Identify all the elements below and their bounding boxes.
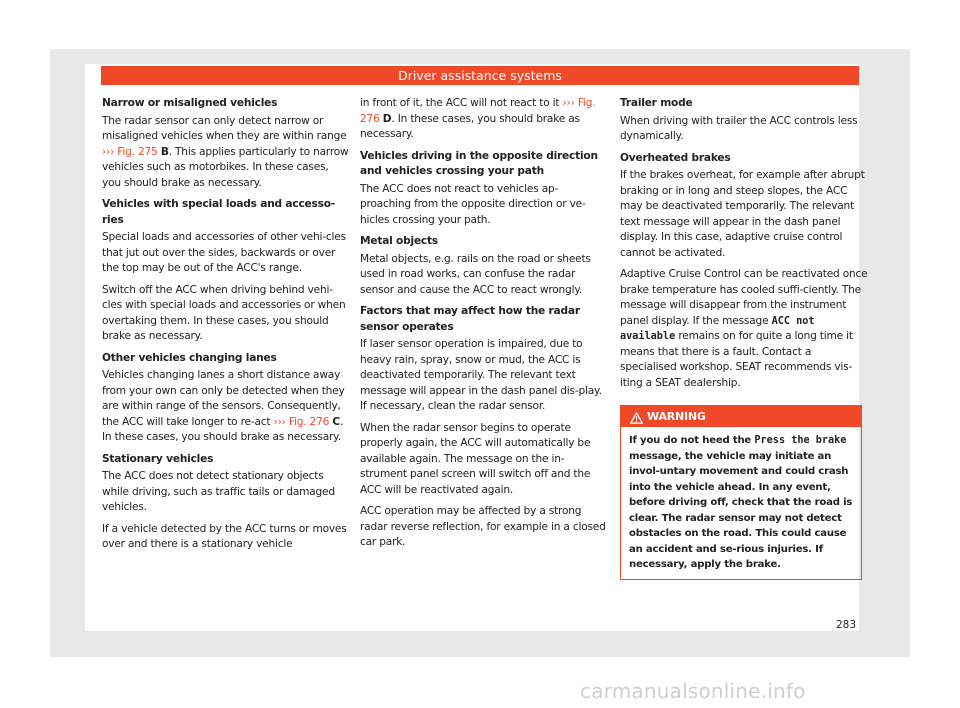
- paragraph: The ACC does not react to vehicles ap-proaching from the opposite direction or ve-hicles crossing your path.: [360, 182, 586, 226]
- text: remains on for quite a long time it means that there is a fault. Contact a specialised workshop. SEAT recommends vis-iting a SEAT dealership.: [620, 330, 853, 389]
- text: . In these cases, you should brake as necessary.: [102, 415, 344, 443]
- heading-special-loads: Vehicles with special loads and accesso-ries: [102, 198, 336, 226]
- text: message, the vehicle may initiate an invol-untary movement and could crash into the vehicle ahead. In any event, before driving off, check that the road is clear. The radar sensor may not detect obstacles on the road. This could cause an accident and se-rious injuries. If necessary, apply the brake.: [629, 450, 853, 570]
- heading-changing-lanes: Other vehicles changing lanes: [102, 351, 277, 364]
- cross-reference-arrow[interactable]: ›››: [102, 145, 115, 158]
- text: Vehicles changing lanes a short distance away from your own can only be detected when they are within range of the sensors. Consequently, the ACC will take longer to re-act: [102, 369, 345, 428]
- display-message-code: ACC not available: [620, 315, 815, 342]
- paragraph: The ACC does not detect stationary objects while driving, such as traffic tails or damaged vehicles.: [102, 470, 335, 513]
- figure-reference-link[interactable]: Fig. 276: [288, 415, 330, 428]
- section-header: Driver assistance systems: [101, 66, 859, 85]
- paragraph: If the brakes overheat, for example after abrupt braking or in long and steep slopes, the ACC may be deactivated temporarily. The relevant text message will appear in the dash panel display. In this case, adaptive cruise control cannot be activated.: [620, 169, 865, 259]
- figure-letter: D: [382, 112, 392, 125]
- text: . In these cases, you should brake as necessary.: [360, 112, 580, 140]
- cross-reference-arrow[interactable]: ›››: [273, 415, 286, 428]
- warning-header: [621, 406, 861, 427]
- text: . This applies particularly to narrow vehicles such as motorbikes. In these cases, you should brake as necessary.: [102, 145, 349, 189]
- text: in front of it, the ACC will not react to it: [360, 97, 563, 109]
- heading-metal-objects: Metal objects: [360, 235, 438, 247]
- column-2: [360, 96, 608, 557]
- paragraph: ACC operation may be affected by a strong radar reverse reflection, for example in a closed car park.: [360, 505, 606, 548]
- text: The radar sensor can only detect narrow or misaligned vehicles when they are within range: [102, 114, 347, 142]
- warning-box: [620, 405, 862, 580]
- paragraph: If a vehicle detected by the ACC turns or moves over and there is a stationary vehicle: [102, 522, 347, 550]
- column-1: [102, 96, 350, 559]
- heading-trailer-mode: Trailer mode: [620, 97, 693, 109]
- heading-opposite-direction: Vehicles driving in the opposite direction and vehicles crossing your path: [360, 149, 598, 177]
- paragraph: [102, 368, 350, 446]
- heading-narrow-vehicles: Narrow or misaligned vehicles: [102, 97, 278, 109]
- text: If you do not heed the: [629, 435, 755, 446]
- heading-radar-factors: Factors that may affect how the radar sensor operates: [360, 305, 580, 333]
- figure-letter: C: [332, 415, 340, 428]
- paragraph: [620, 267, 868, 391]
- paragraph: Special loads and accessories of other vehi-cles that jut out over the sides, backwards or over the top may be out of the ACC's range.: [102, 231, 346, 274]
- paragraph: Metal objects, e.g. rails on the road or sheets used in road works, can confuse the radar sensor and cause the ACC to react wrongly.: [360, 252, 591, 296]
- paragraph: If laser sensor operation is impaired, due to heavy rain, spray, snow or mud, the ACC is deactivated temporarily. The relevant text message will appear in the dash panel dis-play. If necessary, clean the radar sensor.: [360, 338, 602, 412]
- paragraph: [360, 96, 608, 143]
- warning-text: [621, 427, 861, 579]
- paragraph: Switch off the ACC when driving behind vehi-cles with special loads and accessories or when overtaking them. In these cases, you should brake as necessary.: [102, 283, 346, 342]
- paragraph: When driving with trailer the ACC controls less dynamically.: [620, 114, 858, 142]
- heading-stationary-vehicles: Stationary vehicles: [102, 452, 214, 465]
- watermark: carmanualsonline.info: [580, 679, 806, 703]
- warning-title: WARNING: [647, 410, 706, 423]
- figure-reference-link[interactable]: Fig. 275: [117, 145, 158, 158]
- warning-triangle-icon: [630, 410, 643, 422]
- paragraph: [102, 114, 350, 192]
- page-number: 283: [836, 619, 857, 631]
- cross-reference-arrow[interactable]: ›››: [562, 97, 575, 109]
- heading-overheated-brakes: Overheated brakes: [620, 151, 731, 164]
- text: Adaptive Cruise Control can be reactivated once brake temperature has cooled suffi-ciently. The message will disappear from the instrument panel display. If the message: [620, 268, 868, 327]
- display-message-code: Press the brake: [754, 435, 847, 446]
- column-3: [620, 96, 868, 580]
- paragraph: When the radar sensor begins to operate properly again, the ACC will automatically be available again. The message on the in-strument panel screen will switch off and the ACC will be reactivated again.: [360, 421, 591, 496]
- figure-letter: B: [160, 145, 169, 158]
- figure-reference-link[interactable]: Fig. 276: [360, 97, 596, 125]
